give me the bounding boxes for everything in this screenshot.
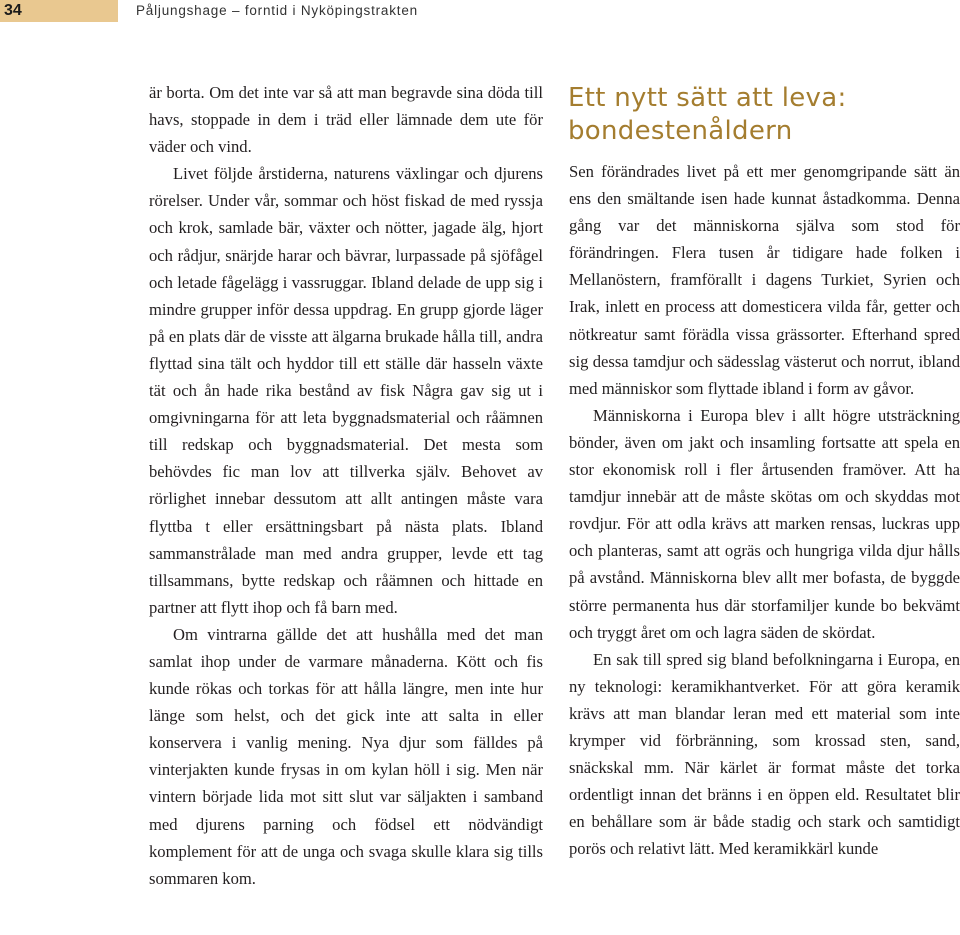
paragraph: Livet följde årstiderna, naturens växlingar och djurens rörelser. Under vår, sommar och höst fiskad de med ryssja och krok, samlade bär, växter och nötter, jagade älg, hjort och rådjur, snärjde harar och bävrar, lurpassade på sjöfågel och letade fågelägg i vassruggar. Ibland delade de upp sig i mindre grupper inför dessa uppdrag. En grupp gjorde läger på en plats där de visste att älgarna brukade hålla till, andra flyttad sina tält och hyddor till ett ställe där hasseln växte tät och ån hade rika bestånd av fisk Några gav sig ut i omgivningarna för att leta byggnadsmaterial och råämnen till redskap och byggnadsmaterial. Det mesta som behövdes fic man lov att tillverka själv. Behovet av rörlighet innebar dessutom att allt antingen måste vara flyttba t eller ersättningsbart på nästa plats. Ibland sammanstrålade man med andra grupper, levde ett tag tillsammans, bytte redskap och råämnen och hittade en partner att flytt ihop och få barn med.: [149, 164, 543, 617]
section-heading: Ett nytt sätt att leva: bondestenåldern: [568, 83, 847, 146]
left-column: [149, 79, 543, 892]
running-header: Påljungshage – forntid i Nyköpingstrakten: [136, 3, 418, 18]
paragraph: En sak till spred sig bland befolkningarna i Europa, en ny teknologi: keramikhantverket. För att göra keramik krävs att man blandar leran med ett material som inte krymper vid förbränning, som krossad sten, sand, snäckskal mm. När kärlet är format måste det torka ordentligt innan det bränns i en öppen eld. Resultatet blir en behållare som är både stadig och stark och samtidigt porös och relativt lätt. Med keramikkärl kunde: [569, 649, 960, 859]
page-number: 34: [4, 2, 22, 19]
paragraph: Människorna i Europa blev i allt högre utsträckning bönder, även om jakt och insamling fortsatte att spela en stor ekonomisk roll i fler årtusenden framöver. Att ha tamdjur innebär att de måste skötas om och skyddas mot rovdjur. För att odla krävs att marken rensas, luckras upp och planteras, samt att ogräs och hungriga vilda djur hålls på avstånd. Människorna blev allt mer bofasta, de byggde större permanenta hus där storfamiljer kunde bo bekvämt och tryggt året om och lagra säden de skördat.: [569, 405, 960, 642]
paragraph: är borta. Om det inte var så att man begravde sina döda till havs, stoppade in dem i träd eller lämnade dem ute för väder och vind.: [149, 83, 543, 157]
right-column: [569, 158, 960, 862]
paragraph: Om vintrarna gällde det att hushålla med det man samlat ihop under de varmare månaderna. Kött och fis kunde rökas och torkas för att hålla längre, men inte hur länge som helst, och det gick inte att salta in eller konservera i vanlig mening. Nya djur som fälldes på vinterjakten kunde frysas in om kylan höll i sig. Men när vintern började lida mot sitt slut var säljakten i samband med djurens parning och födsel ett nödvändigt komplement för att de unga och svaga skulle klara sig tills sommaren kom.: [149, 624, 543, 888]
page-number-box: [0, 0, 118, 22]
paragraph: Sen förändrades livet på ett mer genomgripande sätt än ens den smältande isen hade kunnat åstadkomma. Denna gång var det människorna själva som stod för förändringen. Flera tusen år tidigare hade folken i Mellanöstern, framförallt i dagens Turkiet, Syrien och Irak, inlett en process att domesticera vilda får, getter och nötkreatur samt förädla vissa grässorter. Efterhand spred sig dessa tamdjur och sädesslag västerut och norrut, ibland med människor som flyttade ibland i form av gåvor.: [569, 162, 960, 398]
